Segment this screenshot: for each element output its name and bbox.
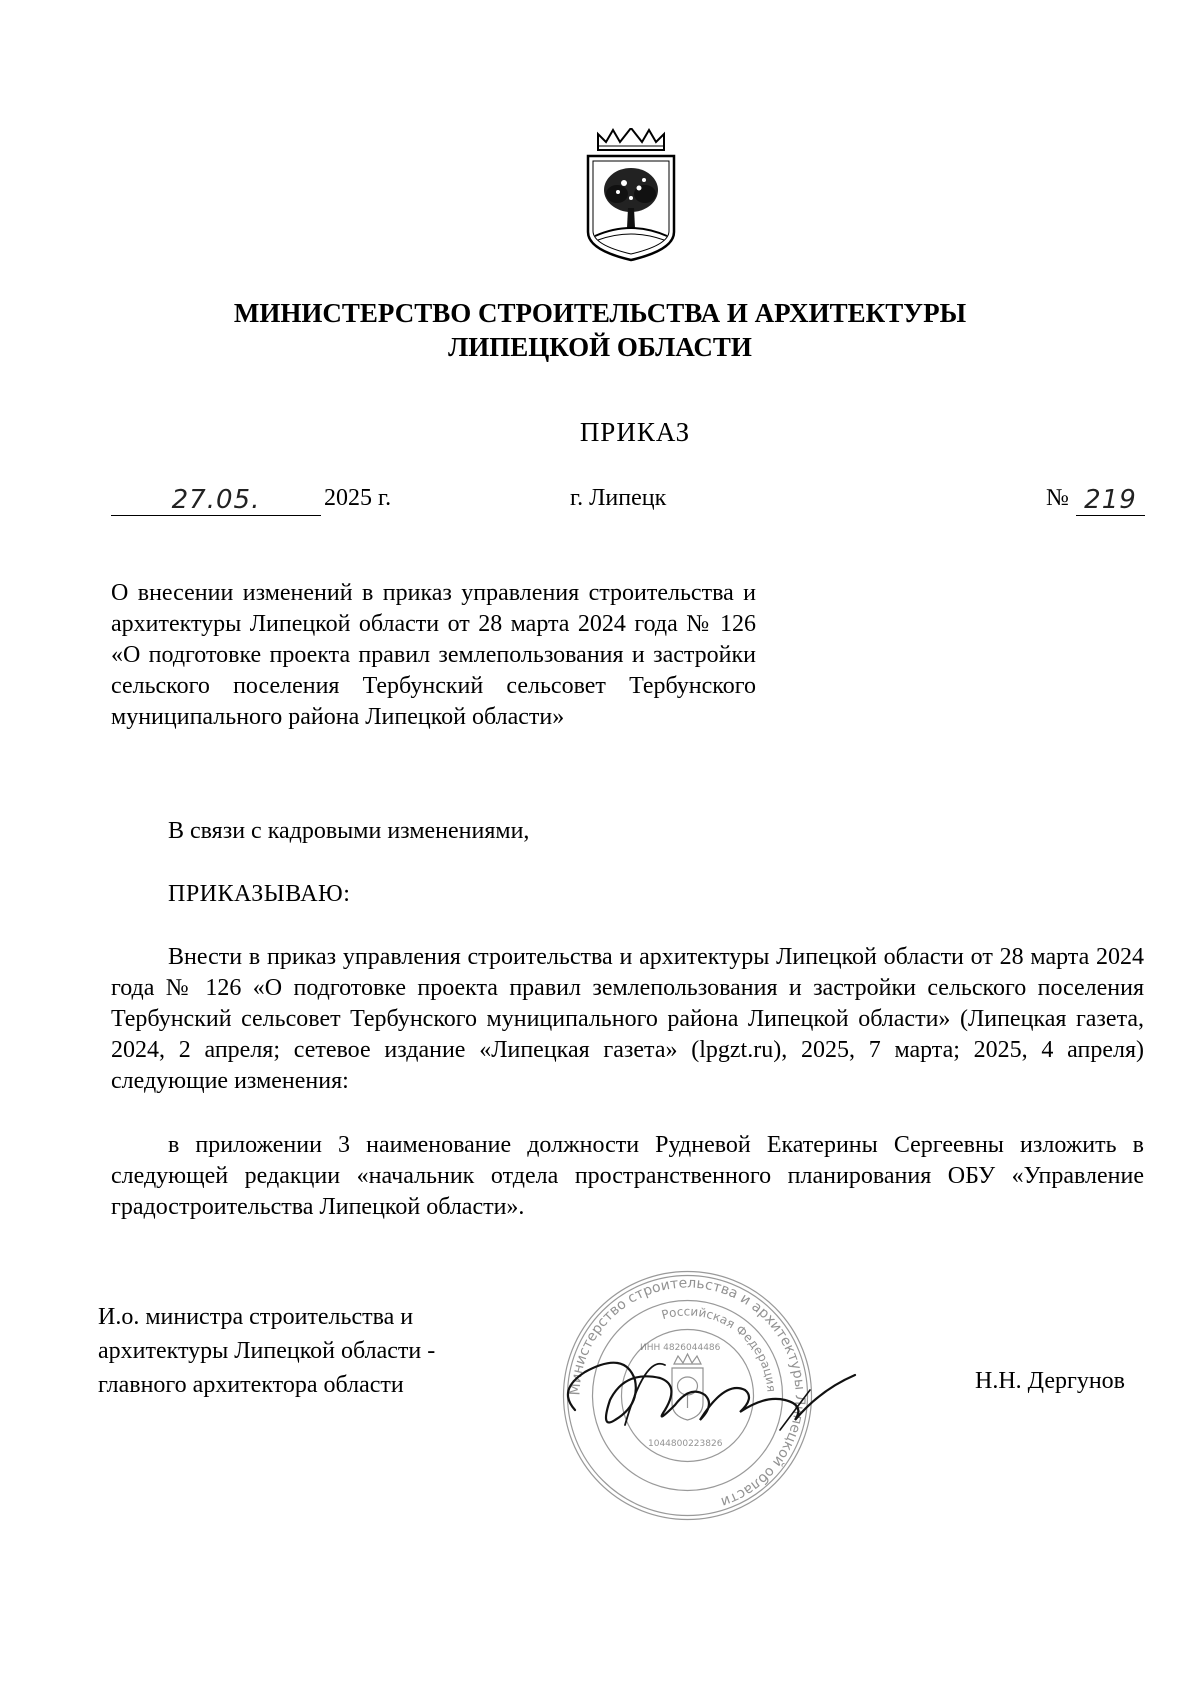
ministry-title-line2: ЛИПЕЦКОЙ ОБЛАСТИ xyxy=(448,332,752,362)
signatory-position xyxy=(98,1300,518,1402)
number-label: № xyxy=(1046,485,1069,511)
number-field xyxy=(1076,485,1145,516)
signatory-position-line1: И.о. министра строительства и xyxy=(98,1304,414,1330)
ministry-title xyxy=(0,296,1200,364)
city-name: г. Липецк xyxy=(570,485,667,511)
stamp-inner-text: Российская Федерация xyxy=(659,1304,779,1393)
stamp-outer-text: Министерство строительства и архитектуры Липецкой области xyxy=(567,1275,808,1510)
reason-paragraph: В связи с кадровыми изменениями, xyxy=(168,818,530,844)
signatory-name: Н.Н. Дергунов xyxy=(975,1368,1125,1394)
signatory-position-line3: главного архитектора области xyxy=(98,1372,404,1398)
main-paragraph: Внести в приказ управления строительства и архитектуры Липецкой области от 28 марта 2024 года № 126 «О подготовке проекта правил землепользования и застройки сельского поселения Тербунский сельсовет Тербунского муниципального района Липецкой области» (Липецкая газета, 2024, 2 апреля; сетевое издание «Липецкая газета» (lpgzt.ru), 2025, 7 марта; 2025, 4 апреля) следующие изменения: xyxy=(111,944,1144,1094)
dateline xyxy=(0,485,1200,519)
signatory-position-line2: архитектуры Липецкой области - xyxy=(98,1338,436,1364)
document-type-heading: ПРИКАЗ xyxy=(579,417,691,447)
stamp-inn: ИНН 4826044486 xyxy=(640,1343,721,1353)
stamp-ogrn: 1044800223826 xyxy=(648,1439,723,1449)
coat-of-arms-emblem xyxy=(584,128,678,262)
document-subject: О внесении изменений в приказ управления строительства и архитектуры Липецкой области от 28 марта 2024 года № 126 «О подготовке проекта правил землепользования и застройки сельского поселения Тербунский сельсовет Тербунского муниципального района Липецкой области» xyxy=(111,580,756,730)
date-field xyxy=(111,485,321,516)
order-word: ПРИКАЗЫВАЮ: xyxy=(168,881,351,907)
appendix-change-paragraph: в приложении 3 наименование должности Рудневой Екатерины Сергеевны изложить в следующей редакции «начальник отдела пространственного планирования ОБУ «Управление градостроительства Липецкой области». xyxy=(111,1132,1144,1220)
ministry-title-line1: МИНИСТЕРСТВО СТРОИТЕЛЬСТВА И АРХИТЕКТУРЫ xyxy=(233,298,967,328)
handwritten-signature xyxy=(555,1350,875,1440)
date-handwritten: 27.05. xyxy=(171,485,261,515)
number-handwritten: 219 xyxy=(1084,485,1137,515)
date-year: 2025 г. xyxy=(324,485,392,511)
